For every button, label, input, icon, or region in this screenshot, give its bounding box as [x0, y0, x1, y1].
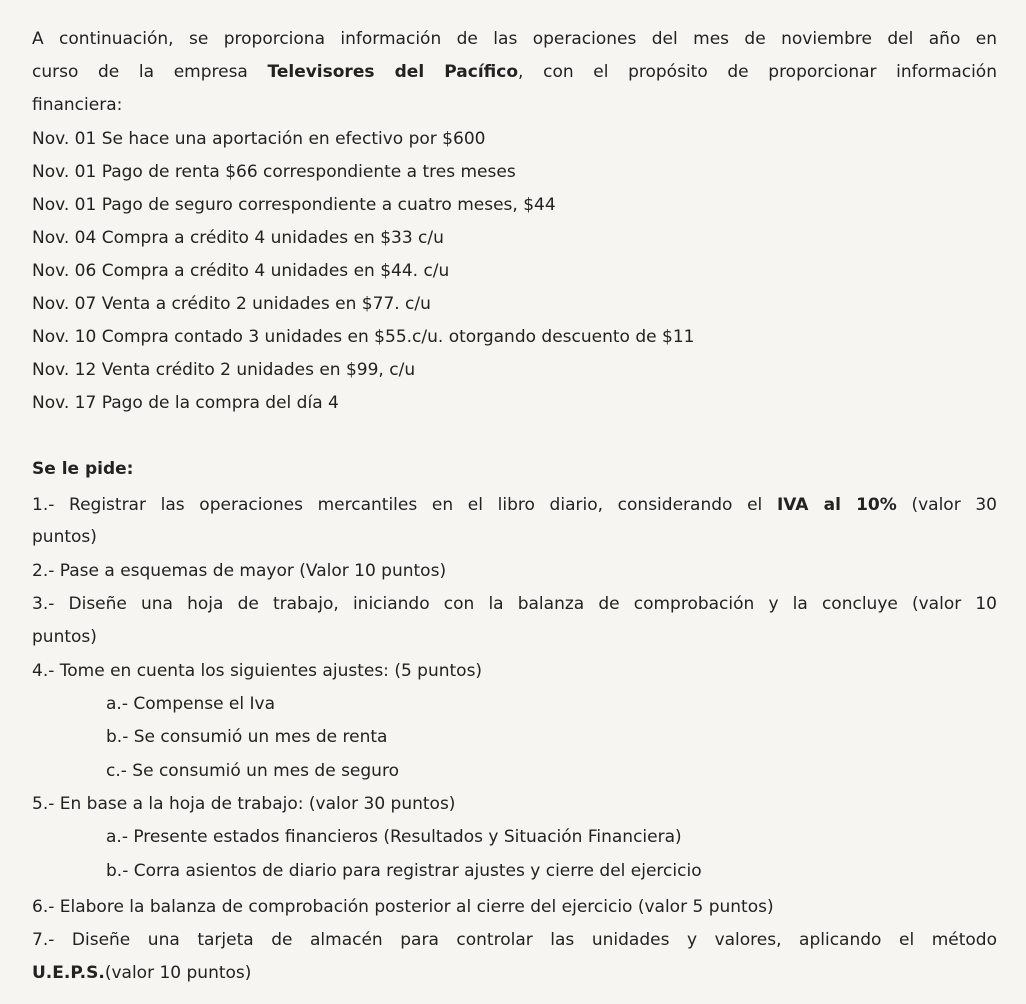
task-4-a: a.- Compense el Iva	[106, 694, 276, 714]
task-4-c: c.- Se consumió un mes de seguro	[106, 761, 399, 781]
task-5-b: b.- Corra asientos de diario para registrar ajustes y cierre del ejercicio	[106, 861, 702, 881]
intro-line-2: curso de la empresa Televisores del Pacífico, con el propósito de proporcionar información	[32, 62, 997, 82]
task-4-b: b.- Se consumió un mes de renta	[106, 727, 388, 747]
task-5-a: a.- Presente estados financieros (Resultados y Situación Financiera)	[106, 827, 682, 847]
operation-4: Nov. 04 Compra a crédito 4 unidades en $33 c/u	[32, 228, 444, 248]
operation-6: Nov. 07 Venta a crédito 2 unidades en $77. c/u	[32, 294, 431, 314]
task-2: 2.- Pase a esquemas de mayor (Valor 10 puntos)	[32, 561, 447, 581]
intro-line-3: financiera:	[32, 95, 123, 115]
operation-8: Nov. 12 Venta crédito 2 unidades en $99, c/u	[32, 360, 416, 380]
task-3-cont: puntos)	[32, 627, 97, 647]
task-5: 5.- En base a la hoja de trabajo: (valor 30 puntos)	[32, 794, 456, 814]
task-1-cont: puntos)	[32, 527, 97, 547]
operation-2: Nov. 01 Pago de renta $66 correspondiente a tres meses	[32, 162, 516, 182]
intro-line-1: A continuación, se proporciona información de las operaciones del mes de noviembre del año en	[32, 29, 997, 49]
operation-7: Nov. 10 Compra contado 3 unidades en $55.c/u. otorgando descuento de $11	[32, 327, 695, 347]
operation-3: Nov. 01 Pago de seguro correspondiente a cuatro meses, $44	[32, 195, 556, 215]
operation-1: Nov. 01 Se hace una aportación en efectivo por $600	[32, 129, 486, 149]
operation-9: Nov. 17 Pago de la compra del día 4	[32, 393, 339, 413]
task-6: 6.- Elabore la balanza de comprobación posterior al cierre del ejercicio (valor 5 puntos)	[32, 897, 774, 917]
company-name: Televisores del Pacífico	[267, 62, 519, 82]
tasks-heading: Se le pide:	[32, 459, 134, 479]
task-3: 3.- Diseñe una hoja de trabajo, iniciando con la balanza de comprobación y la concluye (valor 10	[32, 594, 997, 614]
task-7: 7.- Diseñe una tarjeta de almacén para controlar las unidades y valores, aplicando el método	[32, 930, 997, 950]
task-4: 4.- Tome en cuenta los siguientes ajustes: (5 puntos)	[32, 661, 483, 681]
operation-5: Nov. 06 Compra a crédito 4 unidades en $44. c/u	[32, 261, 450, 281]
task-7-cont: U.E.P.S.(valor 10 puntos)	[32, 963, 252, 983]
task-1: 1.- Registrar las operaciones mercantiles en el libro diario, considerando el IVA al 10% (valor 30	[32, 495, 997, 515]
